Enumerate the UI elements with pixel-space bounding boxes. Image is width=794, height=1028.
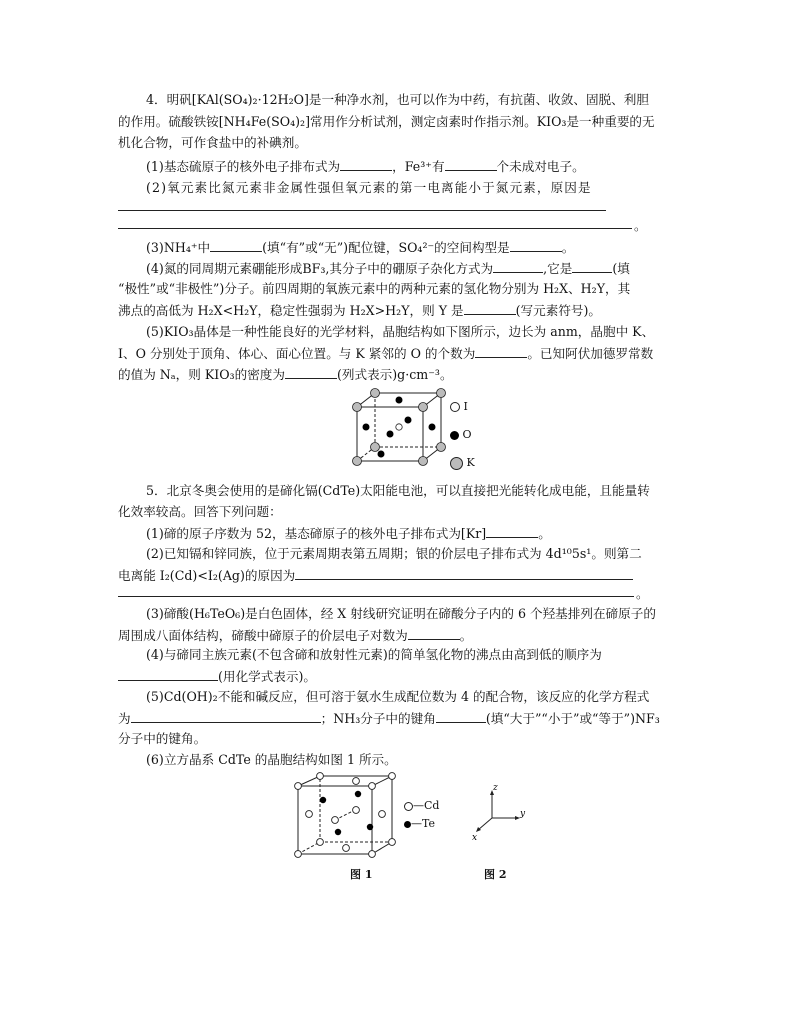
axis-y-label: y bbox=[520, 809, 526, 819]
answer-blank[interactable] bbox=[486, 525, 538, 538]
k-atom bbox=[371, 389, 380, 398]
figure-1-caption: 图 1 bbox=[350, 868, 373, 881]
answer-blank[interactable] bbox=[295, 567, 633, 580]
cd-atom bbox=[343, 845, 350, 852]
answer-blank[interactable] bbox=[464, 302, 516, 315]
axis-z-label: z bbox=[493, 783, 498, 793]
q5-part5-line2: 为 ；NH₃分子中的键角 (填“大于”“小于”或“等于”)NF₃ bbox=[118, 711, 660, 726]
q5-part1: (1)碲的原子序数为 52，基态碲原子的核外电子排布式为[Kr] 。 bbox=[146, 526, 551, 541]
answer-blank[interactable] bbox=[493, 260, 543, 273]
answer-blank[interactable] bbox=[436, 710, 486, 723]
answer-blank[interactable] bbox=[340, 158, 392, 171]
answer-line[interactable] bbox=[118, 228, 632, 229]
te-atom bbox=[335, 829, 341, 835]
o-legend-icon bbox=[450, 431, 459, 440]
q4-part2-end: 。 bbox=[634, 218, 647, 233]
q4-part1: (1)基态硫原子的核外电子排布式为 ，Fe³⁺有 个未成对电子。 bbox=[146, 159, 585, 174]
cd-atom bbox=[295, 783, 302, 790]
q4-part5-line2: I、O 分别处于顶角、体心、面心位置。与 K 紧邻的 O 的个数为 。已知阿伏加德罗常数 bbox=[118, 346, 654, 361]
q5-part2-end: 。 bbox=[636, 586, 649, 601]
q4-part3: (3)NH₄⁺中 (填“有”或“无”)配位键，SO₄²⁻的空间构型是 。 bbox=[146, 240, 575, 255]
o-atom bbox=[387, 431, 394, 438]
q5-part2: (2)已知镉和锌同族，位于元素周期表第五周期；银的价层电子排布式为 4d¹⁰5s¹。则第二 bbox=[146, 546, 642, 561]
i-legend-icon bbox=[450, 402, 460, 412]
q4-part4-line3: 沸点的高低为 H₂X<H₂Y，稳定性强弱为 H₂X>H₂Y，则 Y 是 (写元素符号)。 bbox=[118, 303, 602, 318]
cd-atom bbox=[379, 811, 386, 818]
answer-blank[interactable] bbox=[131, 710, 321, 723]
cd-atom bbox=[317, 839, 324, 846]
q4-part4-line2: “极性”或“非极性”)分子。前四周期的氧族元素中的两种元素的氢化物分别为 H₂X、H₂Y，其 bbox=[118, 281, 631, 296]
cd-atom bbox=[389, 839, 396, 846]
answer-blank[interactable] bbox=[408, 627, 460, 640]
coordinate-axes-figure bbox=[470, 782, 530, 842]
q5-part5: (5)Cd(OH)₂不能和碱反应，但可溶于氨水生成配位数为 4 的配合物，该反应的化学方程式 bbox=[146, 689, 650, 704]
answer-blank[interactable] bbox=[118, 668, 218, 681]
cd-atom bbox=[389, 773, 396, 780]
k-atom bbox=[353, 403, 362, 412]
q5-part3-line2: 周围成八面体结构，碲酸中碲原子的价层电子对数为 。 bbox=[118, 628, 473, 643]
answer-blank[interactable] bbox=[510, 239, 562, 252]
o-atom bbox=[363, 424, 370, 431]
k-atom bbox=[419, 457, 428, 466]
te-legend-icon bbox=[404, 821, 411, 828]
q5-part2-line2: 电离能 I₂(Cd)<I₂(Ag)的原因为 bbox=[118, 567, 633, 584]
q4-part2: (2)氧元素比氮元素非金属性强但氧元素的第一电离能小于氮元素，原因是 bbox=[146, 180, 592, 195]
answer-blank[interactable] bbox=[475, 345, 527, 358]
cd-atom bbox=[353, 807, 360, 814]
k-atom bbox=[437, 443, 446, 452]
i-atom bbox=[396, 424, 402, 430]
q4-line1: 4．明矾[KAl(SO₄)₂·12H₂O]是一种净水剂，也可以作为中药，有抗菌、收敛、固脱、利胆 bbox=[146, 92, 649, 107]
k-atom bbox=[437, 389, 446, 398]
k-legend-icon bbox=[450, 457, 463, 470]
q5-part4-line2: (用化学式表示)。 bbox=[118, 668, 316, 685]
q5-part4: (4)与碲同主族元素(不包含碲和放射性元素)的简单氢化物的沸点由高到低的顺序为 bbox=[146, 647, 602, 662]
te-atom bbox=[355, 791, 361, 797]
q4-line2: 的作用。硫酸铁铵[NH₄Fe(SO₄)₂]常用作分析试剂，测定卤素时作指示剂。KIO₃是一种重要的无 bbox=[118, 114, 655, 129]
cdte-unit-cell-figure bbox=[292, 772, 402, 862]
te-atom bbox=[367, 824, 373, 830]
cdte-legend: —Cd —Te bbox=[404, 797, 439, 833]
answer-blank[interactable] bbox=[210, 239, 262, 252]
q4-part4: (4)氮的同周期元素硼能形成BF₃,其分子中的硼原子杂化方式为 ,它是 (填 bbox=[146, 261, 630, 276]
answer-blank[interactable] bbox=[285, 366, 337, 379]
o-atom bbox=[378, 451, 385, 458]
q5-line1: 5．北京冬奥会使用的是碲化镉(CdTe)太阳能电池，可以直接把光能转化成电能，且能量转 bbox=[146, 483, 650, 498]
cd-atom bbox=[306, 811, 313, 818]
q5-part5-line3: 分子中的键角。 bbox=[118, 731, 207, 746]
q4-line3: 机化合物，可作食盐中的补碘剂。 bbox=[118, 135, 307, 150]
cd-atom bbox=[369, 851, 376, 858]
te-atom bbox=[320, 797, 326, 803]
cd-atom bbox=[295, 851, 302, 858]
o-atom bbox=[405, 417, 412, 424]
k-atom bbox=[371, 443, 380, 452]
cd-atom bbox=[353, 778, 360, 785]
answer-blank[interactable] bbox=[572, 260, 612, 273]
cd-atom bbox=[369, 783, 376, 790]
o-atom bbox=[429, 424, 436, 431]
answer-blank[interactable] bbox=[445, 158, 497, 171]
answer-line[interactable] bbox=[118, 596, 634, 597]
figure-2-caption: 图 2 bbox=[484, 868, 507, 881]
axis-x-label: x bbox=[472, 833, 478, 842]
q5-part6: (6)立方晶系 CdTe 的晶胞结构如图 1 所示。 bbox=[146, 752, 397, 767]
kio3-legend: I O K bbox=[450, 393, 475, 477]
cd-atom bbox=[332, 817, 339, 824]
q4-part5-line3: 的值为 Nₐ，则 KIO₃的密度为 (列式表示)g·cm⁻³。 bbox=[118, 367, 453, 382]
q4-part5: (5)KIO₃晶体是一种性能良好的光学材料，晶胞结构如下图所示，边长为 anm，晶胞中 K、 bbox=[146, 324, 655, 339]
q5-line2: 化效率较高。回答下列问题： bbox=[118, 504, 282, 519]
cd-legend-icon bbox=[404, 802, 413, 811]
q5-part3: (3)碲酸(H₆TeO₆)是白色固体，经 X 射线研究证明在碲酸分子内的 6 个羟基排列在碲原子的 bbox=[146, 606, 656, 621]
k-atom bbox=[419, 403, 428, 412]
k-atom bbox=[353, 457, 362, 466]
answer-line[interactable] bbox=[118, 210, 606, 211]
o-atom bbox=[396, 397, 403, 404]
cd-atom bbox=[317, 773, 324, 780]
